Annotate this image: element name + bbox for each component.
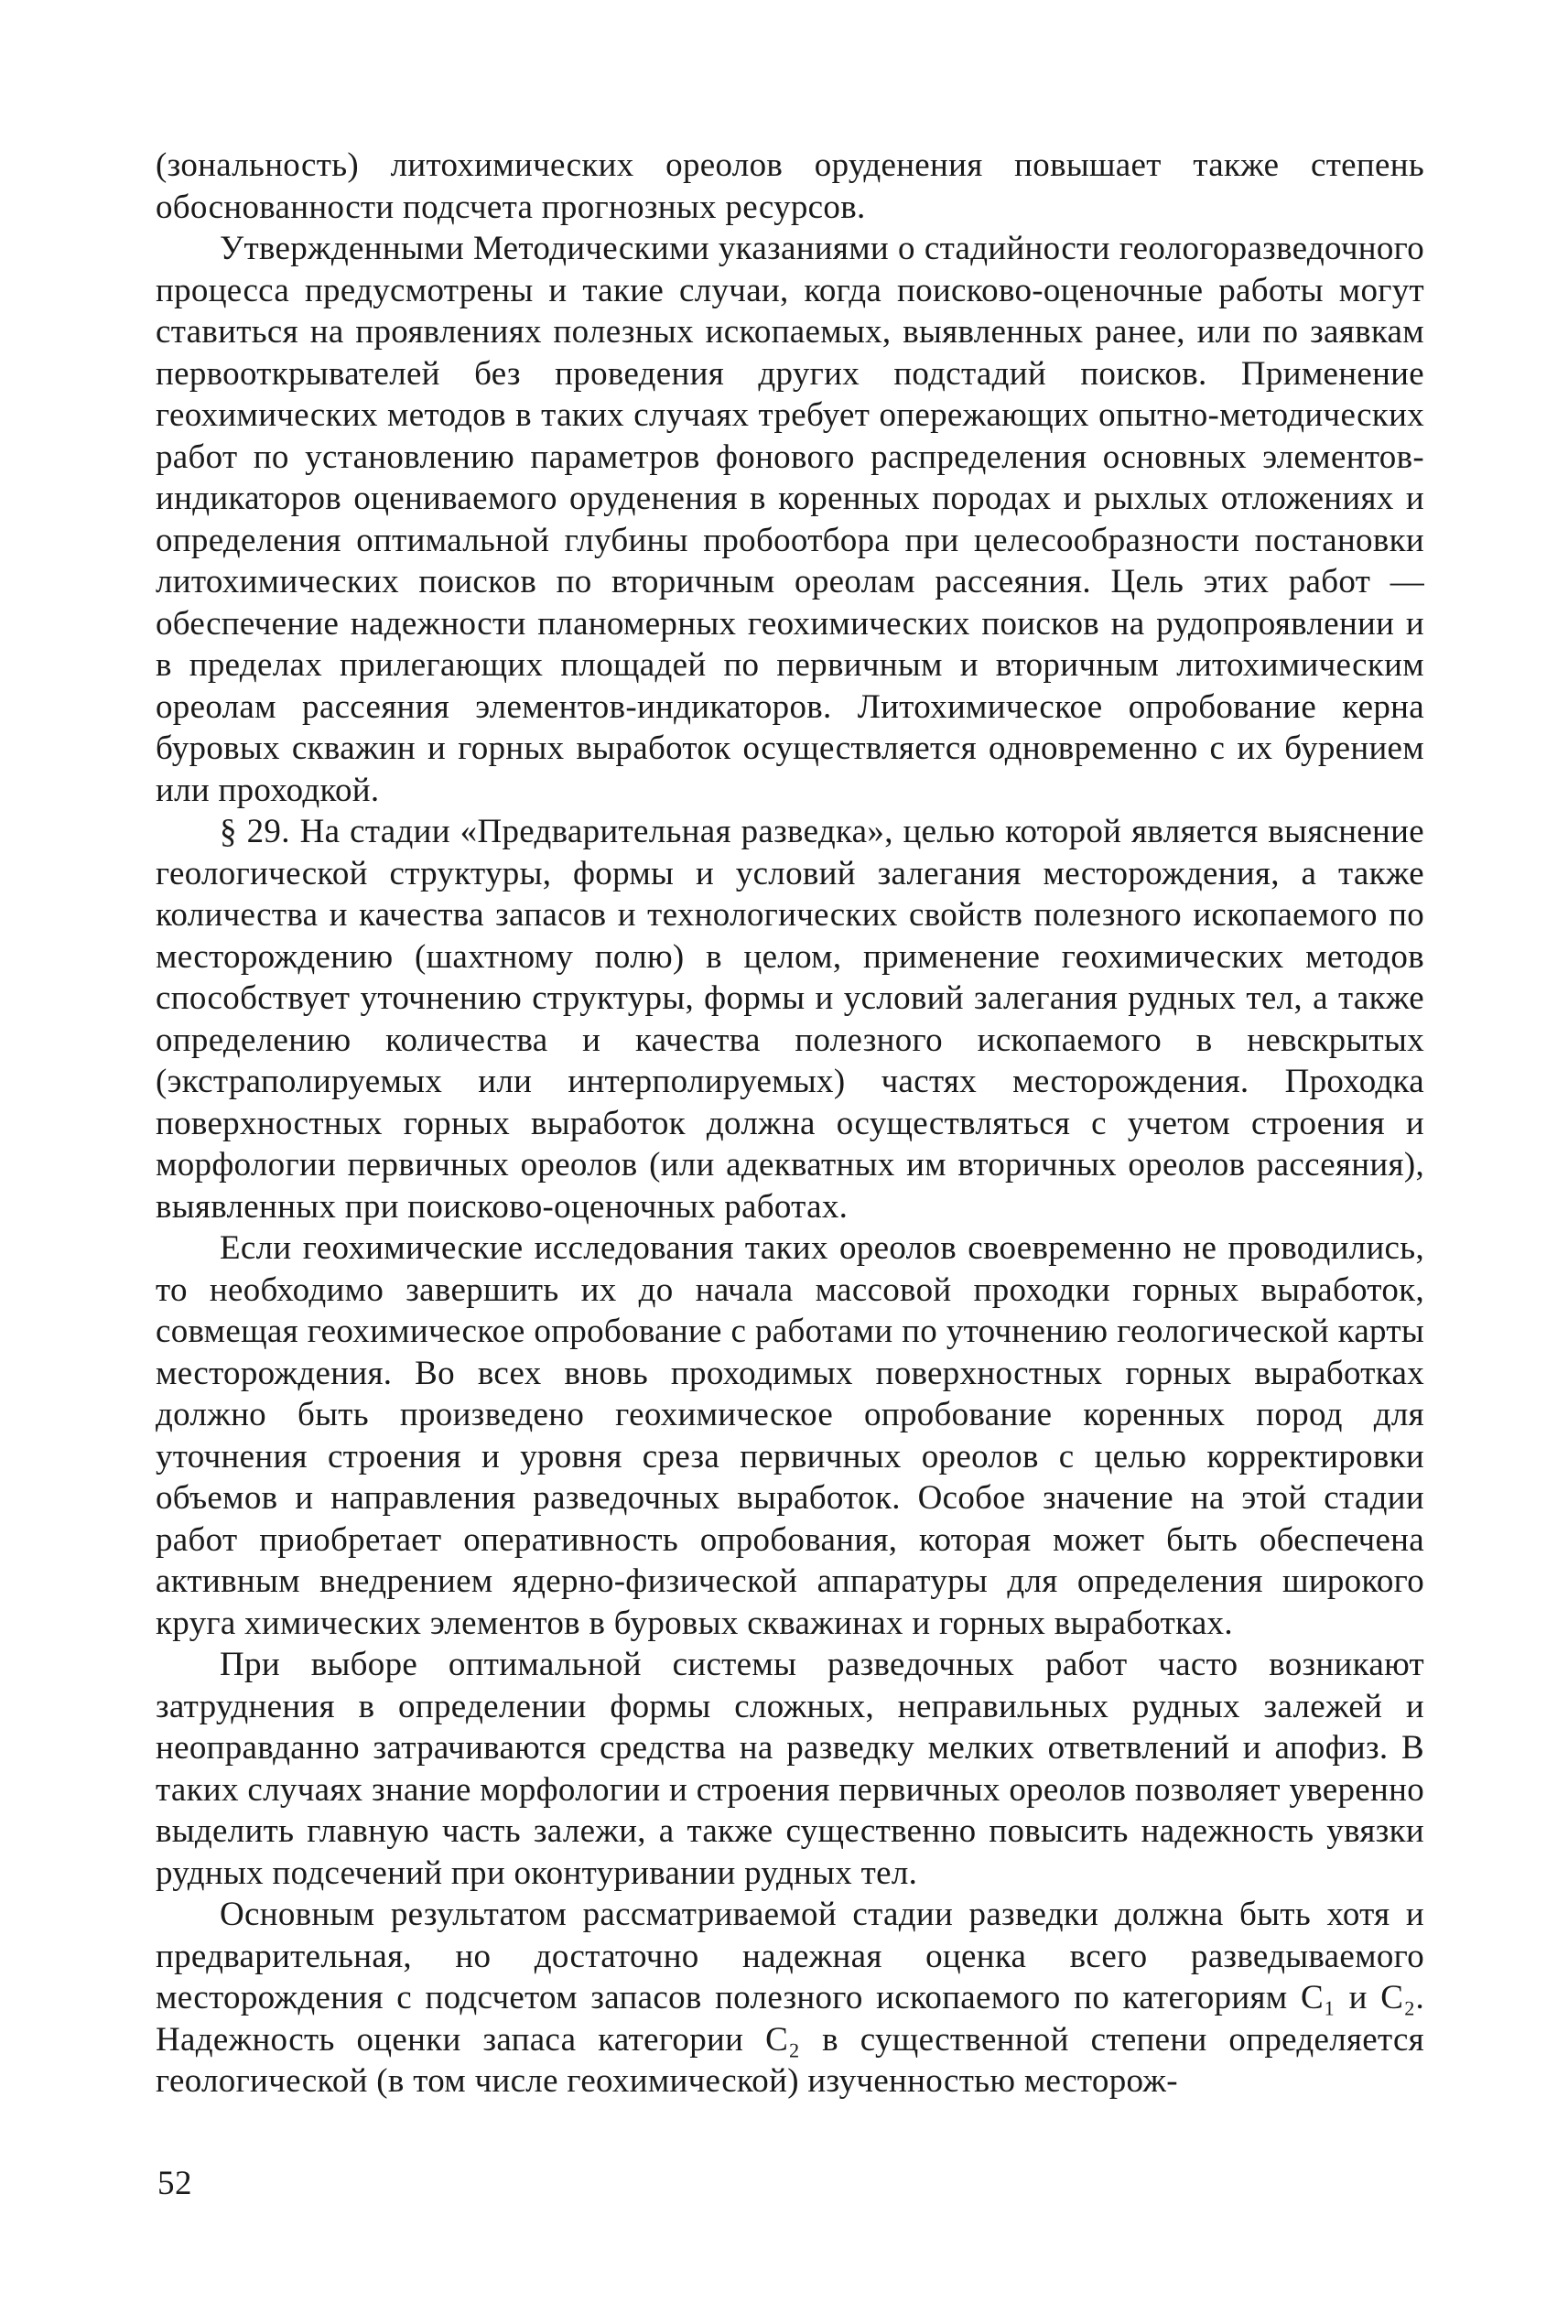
paragraph-exploration-system: При выборе оптимальной системы разведочных работ часто возникают затруднения в определении формы сложных, неправильных рудных залежей и неоправданно затрачиваются средства на разведку мелких ответвлений и апофиз. В таких случаях знание морфологии и строения первичных ореолов позволяет уверенно выделить главную часть залежи, а также существенно повысить надежность увязки рудных подсечений при оконтуривании рудных тел. [156, 1646, 1424, 1892]
paragraph-methodical-guidelines: Утвержденными Методическими указаниями о стадийности геологоразведочного процесса предусмотрены и такие случаи, когда поисково-оценочные работы могут ставиться на проявлениях полезных ископаемых, выявленных ранее, или по заявкам первооткрывателей без проведения других подстадий поисков. Применение геохимических методов в таких случаях требует опережающих опытно-методических работ по установлению параметров фонового распределения основных элементов-индикаторов оцениваемого оруденения в коренных породах и рыхлых отложениях и определения оптимальной глубины пробоотбора при целесообразности постановки литохимических поисков по вторичным ореолам рассеяния. Цель этих работ — обеспечение надежности планомерных геохимических поисков на рудопроявлении и в пределах прилегающих площадей по первичным и вторичным литохимическим ореолам рассеяния элементов-индикаторов. Литохимическое опробование керна буровых скважин и горных выработок осуществляется одновременно с их бурением или проходкой. [156, 230, 1424, 809]
paragraph-section-29: § 29. На стадии «Предварительная разведка», целью которой является выяснение геологической структуры, формы и условий залегания месторождения, а также количества и качества запасов и технологических свойств полезного ископаемого по месторождению (шахтному полю) в целом, применение геохимических методов способствует уточнению структуры, формы и условий залегания рудных тел, а также определению количества и качества полезного ископаемого в невскрытых (экстраполируемых или интерполируемых) частях месторождения. Проходка поверхностных горных выработок должна осуществляться с учетом строения и морфологии первичных ореолов (или адекватных им вторичных ореолов рассеяния), выявленных при поисково-оценочных работах. [156, 813, 1424, 1226]
paragraph-main-result: Основным результатом рассматриваемой стадии разведки должна быть хотя и предварительная, но достаточно надежная оценка всего разведываемого месторождения с подсчетом запасов полезного ископаемого по категориям C₁ и C₂. Надежность оценки запаса категории C₂ в существенной степени определяется геологической (в том числе геохимической) изученностью месторож- [156, 1896, 1424, 2100]
text-column [156, 145, 1424, 2102]
paragraph-continuation: (зональность) литохимических ореолов оруденения повышает также степень обоснованности подсчета прогнозных ресурсов. [156, 146, 1424, 226]
page-number: 52 [157, 2165, 192, 2202]
paragraph-geochemical-studies: Если геохимические исследования таких ореолов своевременно не проводились, то необходимо завершить их до начала массовой проходки горных выработок, совмещая геохимическое опробование с работами по уточнению геологической карты месторождения. Во всех вновь проходимых поверхностных горных выработках должно быть произведено геохимическое опробование коренных пород для уточнения строения и уровня среза первичных ореолов с целью корректировки объемов и направления разведочных выработок. Особое значение на этой стадии работ приобретает оперативность опробования, которая может быть обеспечена активным внедрением ядерно-физической аппаратуры для определения широкого круга химических элементов в буровых скважинах и горных выработках. [156, 1229, 1424, 1642]
